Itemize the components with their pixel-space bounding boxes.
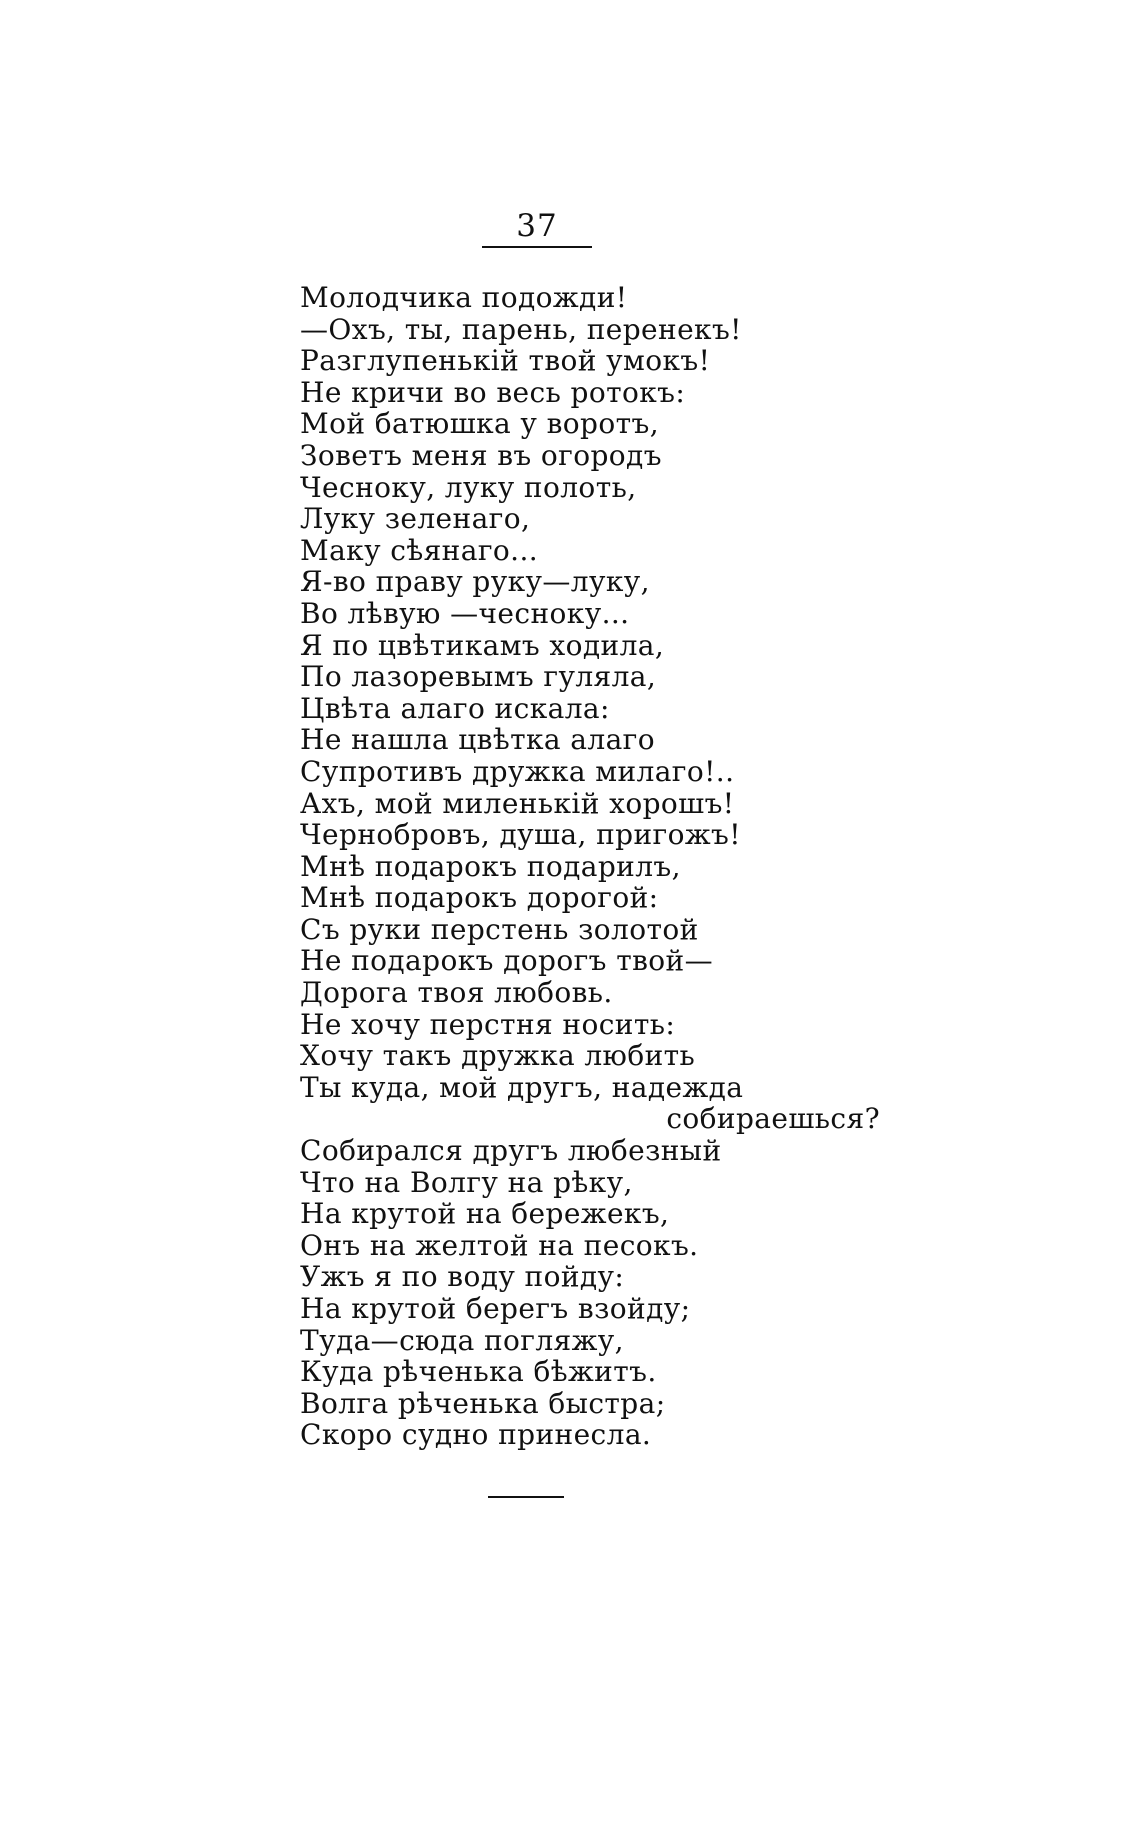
poem-line: Я по цвѣтикамъ ходила, (300, 628, 665, 662)
page-number: 37 (482, 208, 592, 248)
poem-line: Хочу такъ дружка любить (300, 1039, 696, 1073)
end-rule-divider (488, 1496, 564, 1498)
poem-line: Чернобровъ, душа, пригожъ! (300, 818, 741, 852)
poem-line: Что на Волгу на рѣку, (300, 1165, 633, 1199)
poem-line: Мнѣ подарокъ подарилъ, (300, 849, 681, 883)
poem-line: Не кричи во весь ротокъ: (300, 375, 686, 409)
poem-line: Мой батюшка у воротъ, (300, 407, 660, 441)
poem-line: Я-во праву руку—луку, (300, 565, 650, 599)
poem-line: Не нашла цвѣтка алаго (300, 723, 655, 757)
poem-line: Супротивъ дружка милаго!.. (300, 754, 735, 788)
poem-line: По лазоревымъ гуляла, (300, 660, 657, 694)
poem-line: Скоро судно принесла. (300, 1418, 652, 1452)
poem-line: Не подарокъ дорогъ твой— (300, 944, 713, 978)
poem-line: Дорога твоя любовь. (300, 976, 613, 1010)
poem-line: Туда—сюда погляжу, (300, 1323, 624, 1357)
poem-line: На крутой на бережекъ, (300, 1197, 670, 1231)
poem-line: Маку сѣянаго... (300, 533, 539, 567)
poem-line: Во лѣвую —чесноку... (300, 596, 630, 630)
poem-line: —Охъ, ты, парень, перенекъ! (300, 312, 742, 346)
poem-line: Ужъ я по воду пойду: (300, 1260, 625, 1294)
poem-line: Молодчика подожди! (300, 281, 628, 314)
poem-line: Съ руки перстень золотой (300, 912, 699, 946)
poem-line: Зоветъ меня въ огородъ (300, 438, 662, 472)
poem-line: Цвѣта алаго искала: (300, 691, 610, 725)
poem-line: Волга рѣченька быстра; (300, 1386, 666, 1420)
poem-line: Разглупенькій твой умокъ! (300, 344, 711, 378)
poem-line: Чесноку, луку полоть, (300, 470, 637, 504)
poem-line: Куда рѣченька бѣжитъ. (300, 1355, 657, 1389)
poem-line: Ты куда, мой другъ, надежда (300, 1070, 744, 1104)
poem-line-continuation: собираешься? (666, 1102, 880, 1136)
poem-line: На крутой берегъ взойду; (300, 1292, 691, 1325)
poem-line: Онъ на желтой на песокъ. (300, 1228, 699, 1262)
poem-text (300, 282, 900, 1451)
poem-line: Ахъ, мой миленькій хорошъ! (300, 786, 735, 820)
poem-line: Мнѣ подарокъ дорогой: (300, 881, 659, 915)
poem-line: Луку зеленаго, (300, 502, 531, 536)
poem-line: Не хочу перстня носить: (300, 1007, 676, 1041)
poem-line: Собирался другъ любезный (300, 1134, 722, 1168)
